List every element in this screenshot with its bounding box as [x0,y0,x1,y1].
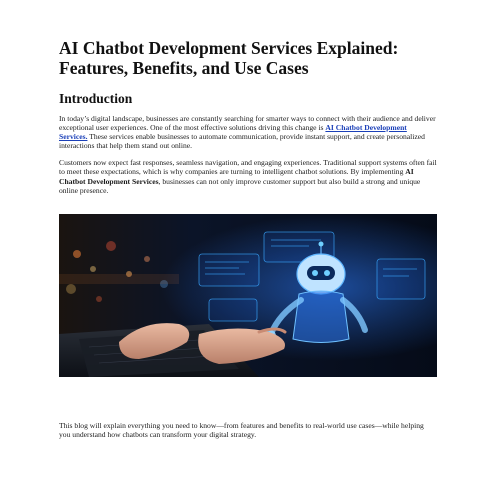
intro-paragraph-2 [59,158,437,194]
closing-paragraph: This blog will explain everything you need to know—from features and benefits to real-world use cases—while helping you understand how chatbots can transform your digital strategy. [59,421,424,440]
article-title: AI Chatbot Development Services Explained: Features, Benefits, and Use Cases [59,38,399,78]
hero-illustration [59,214,437,377]
para2-bold-term: AI Chatbot Development Services [59,167,414,186]
article [59,38,437,195]
para2-text-before: Customers now expect fast responses, seamless navigation, and engaging experiences. Traditional support systems often fail to meet these expectations, which is why companies are turning to intelligent chatbot solutions. By implementing [59,158,437,177]
intro-paragraph-1 [59,114,437,150]
para1-text-after: These services enable businesses to automate communication, provide instant support, and create personalized interactions that help them stand out online. [59,132,425,151]
para2-text-after: , businesses can not only improve customer support but also build a strong and unique online presence. [59,176,421,195]
ai-chatbot-services-link[interactable]: AI Chatbot Development Services. [59,123,407,142]
hero-image [59,214,437,377]
para1-text-before: In today’s digital landscape, businesses are constantly searching for smarter ways to connect with their audience and deliver exceptional user experiences. One of the most effective solutions driving this change is [59,114,436,133]
section-heading-introduction: Introduction [59,91,133,106]
